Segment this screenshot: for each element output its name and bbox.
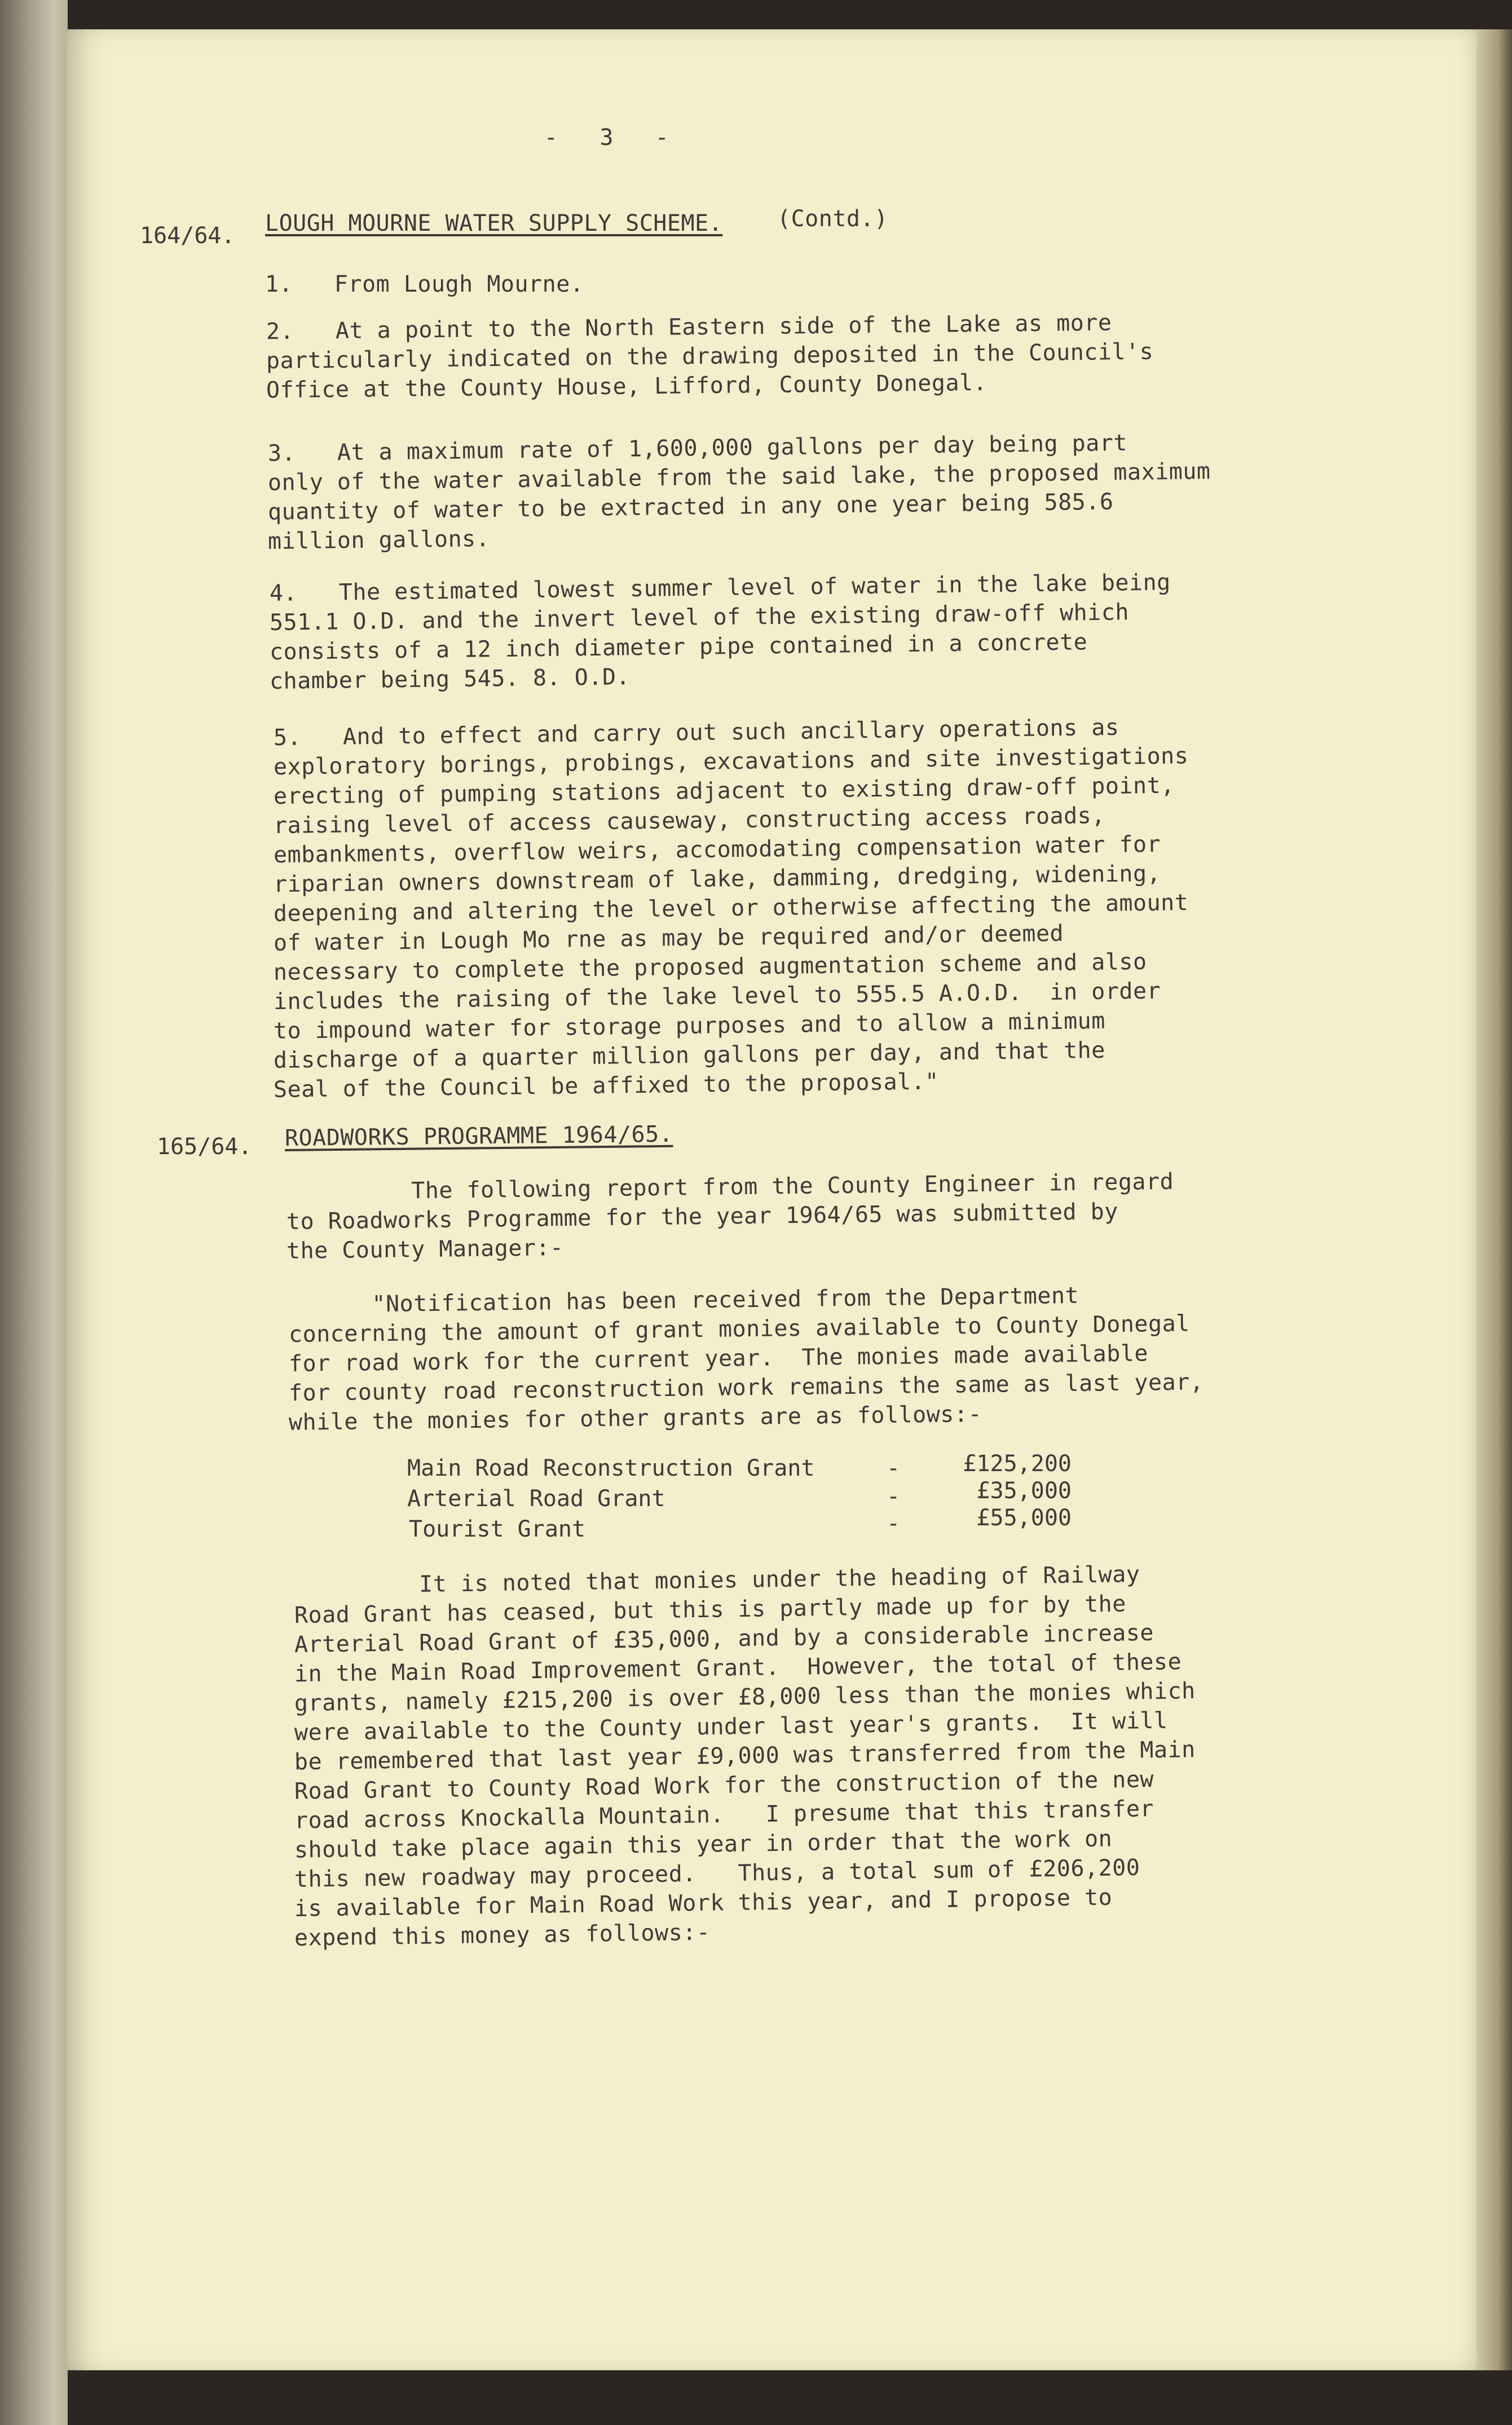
body-line: in the Main Road Improvement Grant. However, the total of these xyxy=(294,1649,1182,1687)
point-line: necessary to complete the proposed augmentation scheme and also xyxy=(273,949,1147,985)
body-line: Road Grant has ceased, but this is partly made up for by the xyxy=(294,1591,1127,1629)
book-spine xyxy=(0,0,68,2425)
quote-line: while the monies for other grants are as follows:- xyxy=(288,1401,982,1436)
point-line: quantity of water to be extracted in any one year being 585.6 xyxy=(267,488,1114,525)
point-line: erecting of pumping stations adjacent to existing draw-off point, xyxy=(273,772,1175,809)
grant-amount: £125,200 xyxy=(963,1451,1072,1477)
grant-dash: - xyxy=(887,1484,901,1509)
body-line: It is noted that monies under the heading of Railway xyxy=(294,1561,1140,1599)
point-line: 4. The estimated lowest summer level of water in the lake being xyxy=(269,569,1171,606)
item-heading-165: ROADWORKS PROGRAMME 1964/65. xyxy=(284,1121,673,1151)
point-line: particularly indicated on the drawing deposited in the Council's xyxy=(266,338,1154,374)
body-line: were available to the County under last year's grants. It will xyxy=(294,1707,1168,1746)
body-line: be remembered that last year £9,000 was transferred from the Main xyxy=(294,1736,1196,1775)
grant-amount: £35,000 xyxy=(976,1478,1072,1504)
point-line: 5. And to effect and carry out such ancillary operations as xyxy=(273,714,1119,751)
body-line: Arterial Road Grant of £35,000, and by a considerable increase xyxy=(294,1619,1154,1658)
page-number: - 3 - xyxy=(544,125,669,151)
body-line: is available for Main Road Work this year, and I propose to xyxy=(294,1884,1113,1922)
quote-line: "Notification has been received from the Department xyxy=(288,1282,1079,1318)
point-line: embankments, overflow weirs, accomodating compensation water for xyxy=(273,831,1161,868)
point-line: discharge of a quarter million gallons per day, and that the xyxy=(273,1037,1106,1073)
intro-line: to Roadworks Programme for the year 1964/65 was submitted by xyxy=(286,1198,1119,1235)
point-line: of water in Lough Mo rne as may be required and/or deemed xyxy=(273,920,1064,956)
point-line: 3. At a maximum rate of 1,600,000 gallons per day being part xyxy=(267,430,1128,466)
quote-line: for road work for the current year. The monies made available xyxy=(288,1340,1149,1377)
point-line: Seal of the Council be affixed to the proposal." xyxy=(273,1068,940,1103)
point-line: 2. At a point to the North Eastern side of the Lake as more xyxy=(266,310,1112,345)
point-line: includes the raising of the lake level to 555.5 A.O.D. in order xyxy=(273,978,1161,1015)
point-line: consists of a 12 inch diameter pipe contained in a concrete xyxy=(269,629,1088,665)
grant-amount: £55,000 xyxy=(976,1505,1072,1531)
intro-line: the County Manager:- xyxy=(286,1234,564,1264)
intro-line: The following report from the County Engineer in regard xyxy=(286,1168,1174,1205)
point-line: to impound water for storage purposes and to allow a minimum xyxy=(273,1007,1106,1044)
grant-dash: - xyxy=(887,1511,901,1537)
grant-label: Arterial Road Grant xyxy=(407,1486,665,1512)
point-line: 551.1 O.D. and the invert level of the existing draw-off which xyxy=(269,599,1130,636)
point-line: million gallons. xyxy=(267,526,490,554)
quote-line: for county road reconstruction work remains the same as last year, xyxy=(288,1369,1204,1406)
point-line: riparian owners downstream of lake, damming, dredging, widening, xyxy=(273,860,1161,897)
body-line: this new roadway may proceed. Thus, a total sum of £206,200 xyxy=(294,1855,1140,1893)
grant-label: Tourist Grant xyxy=(409,1516,586,1542)
point-line: Office at the County House, Lifford, County Donegal. xyxy=(266,369,988,403)
point-1-line: 1. From Lough Mourne. xyxy=(265,271,584,297)
point-line: exploratory borings, probings, excavations and site investigations xyxy=(273,743,1189,780)
point-line: chamber being 545. 8. O.D. xyxy=(269,664,631,694)
body-line: should take place again this year in order that the work on xyxy=(294,1825,1113,1863)
page-edge xyxy=(1476,29,1512,2370)
grant-label: Main Road Reconstruction Grant xyxy=(407,1455,815,1481)
body-line: road across Knockalla Mountain. I presume that this transfer xyxy=(294,1795,1154,1834)
item-ref-164: 164/64. xyxy=(140,223,235,249)
quote-line: concerning the amount of grant monies available to County Donegal xyxy=(288,1310,1191,1348)
body-line: Road Grant to County Road Work for the construction of the new xyxy=(294,1766,1154,1805)
item-contd: (Contd.) xyxy=(777,206,888,232)
point-line: only of the water available from the said lake, the proposed maximum xyxy=(267,458,1211,496)
item-ref-165: 165/64. xyxy=(157,1134,252,1160)
body-line: grants, namely £215,200 is over £8,000 less than the monies which xyxy=(294,1678,1196,1717)
body-line: expend this money as follows:- xyxy=(294,1919,711,1951)
grant-dash: - xyxy=(887,1455,901,1481)
point-line: deepening and altering the level or otherwise affecting the amount xyxy=(273,890,1189,927)
point-line: raising level of access causeway, constructing access roads, xyxy=(273,802,1106,839)
item-heading-164: LOUGH MOURNE WATER SUPPLY SCHEME. xyxy=(265,210,723,236)
